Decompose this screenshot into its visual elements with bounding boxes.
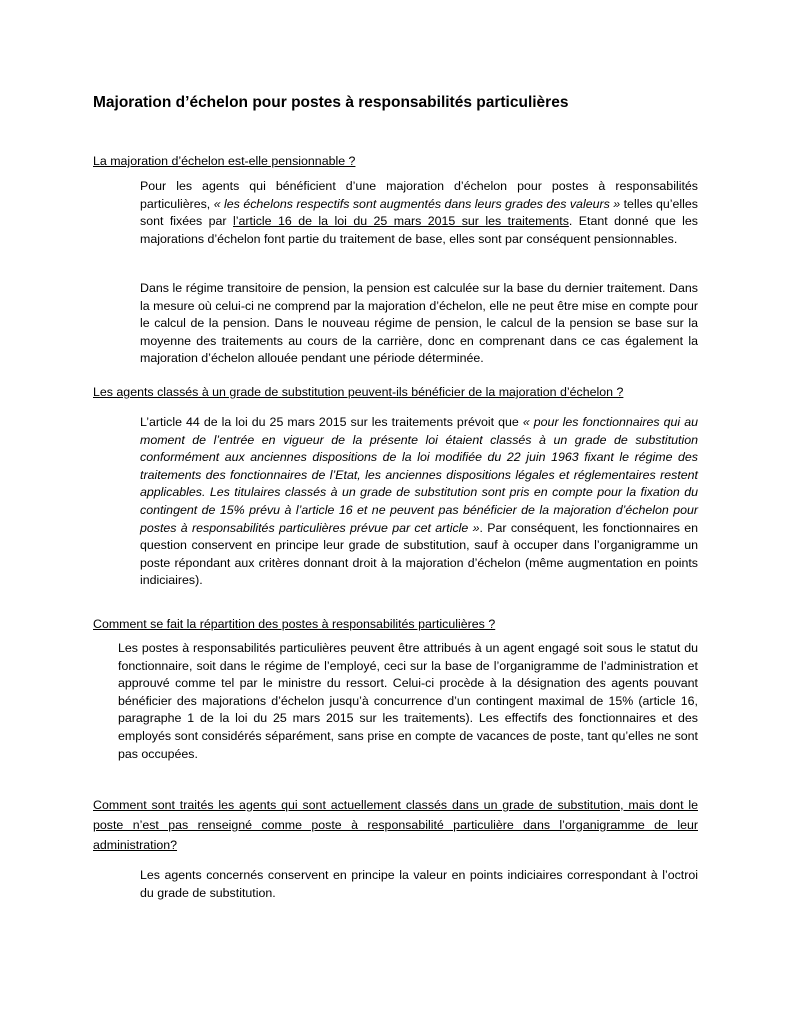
section-4-question: Comment sont traités les agents qui sont actuellement classés dans un grade de substitution, mais dont le poste n’est pas renseigné comme poste à responsabilité particulière dans l’organigramme de leur administration? — [93, 798, 698, 852]
section-1-quote: « les échelons respectifs sont augmentés dans leurs grades des valeurs » — [213, 196, 621, 211]
section-2-paragraph-1: L’article 44 de la loi du 25 mars 2015 sur les traitements prévoit que « pour les fonctionnaires qui au moment de l’entrée en vigueur de la présente loi étaient classés à un grade de substitution conformément aux anciennes dispositions de la loi modifiée du 22 juin 1963 fixant le régime des traitements des fonctionnaires de l’Etat, les anciennes dispositions légales et réglementaires restent applicables. Les titulaires classés à un grade de substitution sont pris en compte pour la fixation du contingent de 15% prévu à l’article 16 et ne peuvent pas bénéficier de la majoration d’échelon pour postes à responsabilités particulières prévue par cet article ». Par conséquent, les fonctionnaires en question conservent en principe leur grade de substitution, sauf à occuper dans l’organigramme un poste répondant aux critères donnant droit à la majoration d’échelon (même augmentation en points indiciaires). — [140, 415, 698, 588]
section-4-paragraph-1: Les agents concernés conservent en principe la valeur en points indiciaires correspondant à l’octroi du grade de substitution. — [140, 868, 698, 900]
section-1-paragraph-1: Pour les agents qui bénéficient d’une majoration d’échelon pour postes à responsabilités particulières, « les échelons respectifs sont augmentés dans leurs grades des valeurs » telles qu’elles sont fixées par l’article 16 de la loi du 25 mars 2015 sur les traitements. Etant donné que les majorations d’échelon font partie du traitement de base, elles sont par conséquent pensionnables. — [140, 179, 698, 246]
law-reference-link: l’article 16 de la loi du 25 mars 2015 sur les traitements — [233, 214, 569, 229]
section-2-question: Les agents classés à un grade de substitution peuvent-ils bénéficier de la majoration d’échelon ? — [93, 385, 624, 399]
section-3-paragraph-1: Les postes à responsabilités particulières peuvent être attribués à un agent engagé soit sous le statut du fonctionnaire, soit dans le régime de l’employé, ceci sur la base de l’organigramme de l’administration et approuvé comme tel par le ministre du ressort. Celui-ci procède à la désignation des agents pouvant bénéficier des majorations d’échelon jusqu’à concurrence d’un contingent maximal de 15% (article 16, paragraphe 1 de la loi du 25 mars 2015 sur les traitements). Les effectifs des fonctionnaires et des employés sont considérés séparément, sans prise en compte de vacances de poste, tant qu’elles ne sont pas occupées. — [118, 641, 698, 761]
section-1-paragraph-2: Dans le régime transitoire de pension, la pension est calculée sur la base du dernier traitement. Dans la mesure où celui-ci ne comprend par la majoration d’échelon, elle ne peut être mise en compte pour le calcul de la pension. Dans le nouveau régime de pension, le calcul de la pension se base sur la moyenne des traitements au cours de la carrière, donc en comprenant dans ce cas également la majoration d’échelon allouée pendant une période déterminée. — [140, 281, 698, 366]
section-3-question: Comment se fait la répartition des postes à responsabilités particulières ? — [93, 617, 496, 631]
section-2-quote: « pour les fonctionnaires qui au moment de l’entrée en vigueur de la présente loi étaient classés à un grade de substitution conformément aux anciennes dispositions de la loi modifiée du 22 juin 1963 fixant le régime des traitements des fonctionnaires de l’Etat, les anciennes dispositions légales et réglementaires restent applicables. Les titulaires classés à un grade de substitution sont pris en compte pour la fixation du contingent de 15% prévu à l’article 16 et ne peuvent pas bénéficier de la majoration d’échelon pour postes à responsabilités particulières prévue par cet article » — [140, 415, 698, 535]
page-title: Majoration d’échelon pour postes à responsabilités particulières — [93, 94, 569, 111]
section-1-question: La majoration d’échelon est-elle pensionnable ? — [93, 154, 356, 168]
